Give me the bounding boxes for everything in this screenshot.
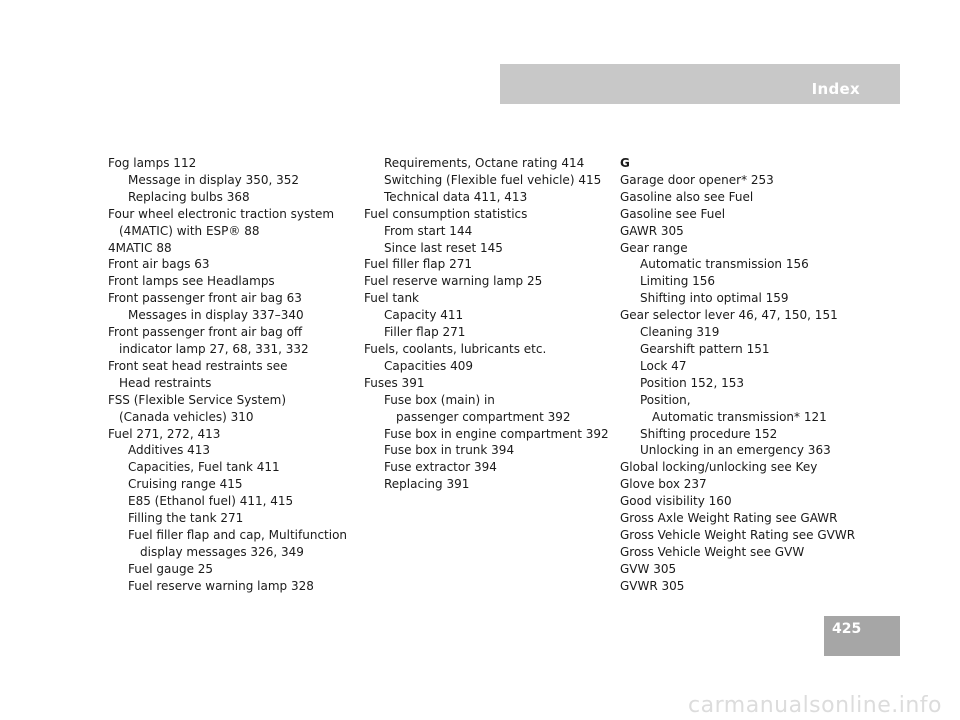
index-entry: Replacing bulbs 368 — [128, 189, 250, 204]
index-entry: Gross Vehicle Weight see GVW — [620, 544, 805, 559]
index-entry: Front air bags 63 — [108, 257, 210, 272]
index-entry: Lock 47 — [640, 358, 687, 373]
index-entry: Four wheel electronic traction system — [108, 206, 335, 221]
index-entry: Switching (Flexible fuel vehicle) 415 — [384, 172, 602, 187]
page-number: 425 — [832, 621, 862, 637]
index-entry: Limiting 156 — [640, 274, 716, 289]
index-entry: Unlocking in an emergency 363 — [640, 443, 831, 458]
index-entry: Good visibility 160 — [620, 494, 732, 509]
header-bar — [500, 64, 900, 104]
index-entry: FSS (Flexible Service System) — [108, 392, 287, 407]
index-entry: Capacity 411 — [384, 308, 464, 323]
index-entry: Message in display 350, 352 — [128, 172, 300, 187]
index-entry: display messages 326, 349 — [140, 544, 304, 559]
index-entry: Capacities 409 — [384, 358, 474, 373]
index-entry: E85 (Ethanol fuel) 411, 415 — [128, 494, 294, 509]
index-entry: Fuel reserve warning lamp 25 — [364, 274, 543, 289]
index-entry: Fuel reserve warning lamp 328 — [128, 578, 314, 593]
index-entry: (4MATIC) with ESP® 88 — [119, 223, 260, 238]
index-entry: Fuse box in engine compartment 392 — [384, 426, 609, 441]
index-entry: Position 152, 153 — [640, 375, 744, 390]
index-entry: Filler flap 271 — [384, 325, 466, 340]
index-entry: Replacing 391 — [384, 477, 470, 492]
index-entry: Fuel filler flap 271 — [364, 257, 472, 272]
index-entry: Gross Axle Weight Rating see GAWR — [620, 511, 838, 526]
index-entry: Gear selector lever 46, 47, 150, 151 — [620, 308, 838, 323]
index-entry: Additives 413 — [128, 443, 211, 458]
index-entry: Automatic transmission 156 — [640, 257, 809, 272]
index-entry: Requirements, Octane rating 414 — [384, 156, 585, 170]
index-entry: From start 144 — [384, 223, 473, 238]
index-entry: Capacities, Fuel tank 411 — [128, 460, 280, 475]
index-entry: Glove box 237 — [620, 477, 707, 492]
index-column-3 — [620, 155, 880, 595]
index-entry: Garage door opener* 253 — [620, 172, 774, 187]
index-entry: Technical data 411, 413 — [384, 189, 528, 204]
index-entry: Fuses 391 — [364, 375, 425, 390]
watermark: carmanualsonline.info — [688, 693, 942, 718]
index-entry: 4MATIC 88 — [108, 240, 172, 255]
index-entry: Cruising range 415 — [128, 477, 243, 492]
index-entry: Shifting into optimal 159 — [640, 291, 789, 306]
index-entry: passenger compartment 392 — [396, 409, 571, 424]
index-entry: Gasoline also see Fuel — [620, 189, 754, 204]
index-entry: Fuse box in trunk 394 — [384, 443, 515, 458]
index-entry: Front seat head restraints see — [108, 358, 288, 373]
index-entry: Front passenger front air bag off — [108, 325, 303, 340]
index-entry: Gasoline see Fuel — [620, 206, 726, 221]
index-entry: Shifting procedure 152 — [640, 426, 778, 441]
index-entry: Fuel filler flap and cap, Multifunction — [128, 527, 348, 542]
index-entry: Fuel consumption statistics — [364, 206, 528, 221]
page-number-box — [824, 616, 900, 656]
index-entry: GVWR 305 — [620, 578, 685, 593]
index-column-2 — [364, 155, 614, 493]
index-entry: Position, — [640, 392, 691, 407]
index-entry: (Canada vehicles) 310 — [119, 409, 254, 424]
index-entry: Fuel 271, 272, 413 — [108, 426, 221, 441]
index-entry: Gearshift pattern 151 — [640, 341, 770, 356]
index-entry: Fuels, coolants, lubricants etc. — [364, 341, 547, 356]
index-entry: Messages in display 337–340 — [128, 308, 304, 323]
index-entry: Automatic transmission* 121 — [652, 409, 827, 424]
index-entry: Filling the tank 271 — [128, 511, 244, 526]
index-section-letter: G — [620, 156, 630, 170]
index-entry: Fuse box (main) in — [384, 392, 495, 407]
index-entry: Front passenger front air bag 63 — [108, 291, 302, 306]
page-title: Index — [811, 80, 860, 98]
index-entry: Front lamps see Headlamps — [108, 274, 275, 289]
index-entry: Fuse extractor 394 — [384, 460, 497, 475]
index-entry: Global locking/unlocking see Key — [620, 460, 818, 475]
index-entry: Cleaning 319 — [640, 325, 720, 340]
index-entry: GVW 305 — [620, 561, 677, 576]
index-entry: Head restraints — [119, 375, 212, 390]
index-entry: indicator lamp 27, 68, 331, 332 — [119, 341, 309, 356]
index-column-1 — [108, 155, 358, 595]
index-entry: Gear range — [620, 240, 688, 255]
index-entry: Fuel gauge 25 — [128, 561, 214, 576]
index-entry: Since last reset 145 — [384, 240, 503, 255]
index-entry: Gross Vehicle Weight Rating see GVWR — [620, 527, 856, 542]
index-entry: Fog lamps 112 — [108, 156, 197, 170]
index-entry: GAWR 305 — [620, 223, 684, 238]
index-entry: Fuel tank — [364, 291, 419, 306]
